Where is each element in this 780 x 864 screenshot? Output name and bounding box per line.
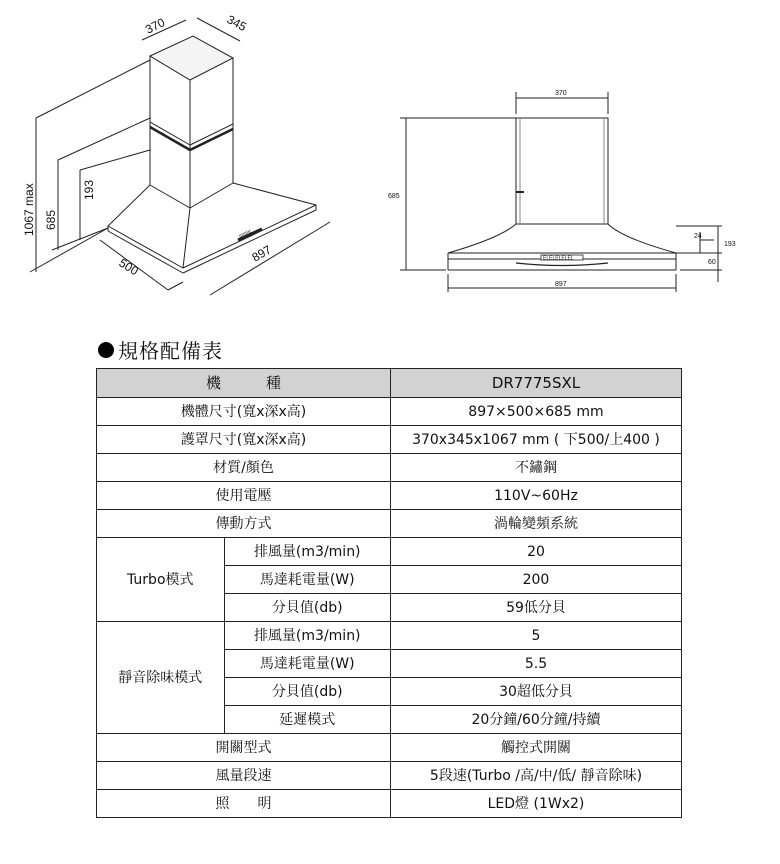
table-row: [97, 790, 682, 818]
table-row: [97, 510, 682, 538]
row-label: 機體尺寸(寬x深x高): [97, 398, 391, 426]
table-row: [97, 762, 682, 790]
section-title-text: 規格配備表: [118, 339, 223, 363]
dim-193: 193: [82, 179, 96, 200]
row-value: 5.5: [390, 650, 681, 678]
row-value: LED燈 (1Wx2): [390, 790, 681, 818]
row-label: 延遲模式: [224, 706, 390, 734]
row-value: 觸控式開關: [390, 734, 681, 762]
row-label: 排風量(m3/min): [224, 538, 390, 566]
row-label: 風量段速: [97, 762, 391, 790]
front-dim-24: 24: [694, 233, 702, 240]
dim-685: 685: [44, 209, 58, 230]
table-row: [97, 454, 682, 482]
row-label: 護罩尺寸(寬x深x高): [97, 426, 391, 454]
header-model: DR7775SXL: [390, 369, 681, 398]
front-panel-label: ELELELELEL: [543, 255, 574, 262]
table-row: [97, 734, 682, 762]
row-label: 分貝值(db): [224, 678, 390, 706]
row-value: 5段速(Turbo /高/中/低/ 靜音除味): [390, 762, 681, 790]
table-row: [97, 482, 682, 510]
row-value: 20分鐘/60分鐘/持續: [390, 706, 681, 734]
dim-500: 500: [116, 255, 141, 279]
row-value: 30超低分貝: [390, 678, 681, 706]
bullet-icon: [98, 342, 114, 358]
dim-345-top: 345: [224, 12, 249, 35]
table-row: [97, 538, 682, 566]
row-label: 照 明: [97, 790, 391, 818]
row-label: 排風量(m3/min): [224, 622, 390, 650]
group-label-turbo: Turbo模式: [97, 538, 225, 622]
row-value: 200: [390, 566, 681, 594]
row-value: 897×500×685 mm: [390, 398, 681, 426]
row-label: 材質/顏色: [97, 454, 391, 482]
header-label: 機 種: [97, 369, 391, 398]
front-dim-370: 370: [555, 90, 567, 97]
table-header-row: [97, 369, 682, 398]
row-label: 馬達耗電量(W): [224, 566, 390, 594]
row-label: 使用電壓: [97, 482, 391, 510]
front-control-panel: [541, 255, 583, 262]
table-row: [97, 622, 682, 650]
row-value: 5: [390, 622, 681, 650]
front-drawing: [400, 92, 722, 292]
section-title: [98, 335, 223, 364]
dim-1067-max: 1067 max: [22, 183, 36, 236]
row-value: 370x345x1067 mm ( 下500/上400 ): [390, 426, 681, 454]
row-label: 開關型式: [97, 734, 391, 762]
row-value: 渦輪變頻系統: [390, 510, 681, 538]
table-row: [97, 426, 682, 454]
row-label: 傳動方式: [97, 510, 391, 538]
front-dim-60: 60: [708, 259, 716, 266]
row-value: 不鏽鋼: [390, 454, 681, 482]
front-dim-685: 685: [388, 193, 400, 200]
spec-table: [96, 368, 682, 818]
row-value: 59低分貝: [390, 594, 681, 622]
row-value: 110V~60Hz: [390, 482, 681, 510]
front-dim-193: 193: [724, 241, 736, 248]
dim-370-top: 370: [143, 15, 168, 37]
perspective-dim-labels: [22, 12, 274, 278]
group-label-quiet: 靜音除味模式: [97, 622, 225, 734]
table-row: [97, 398, 682, 426]
row-label: 分貝值(db): [224, 594, 390, 622]
row-value: 20: [390, 538, 681, 566]
row-label: 馬達耗電量(W): [224, 650, 390, 678]
perspective-panel-label: IIIIIIIII: [238, 228, 253, 240]
technical-drawings: [0, 0, 780, 320]
front-dim-897: 897: [555, 281, 567, 288]
perspective-drawing: [30, 18, 330, 295]
dim-897: 897: [249, 242, 274, 265]
